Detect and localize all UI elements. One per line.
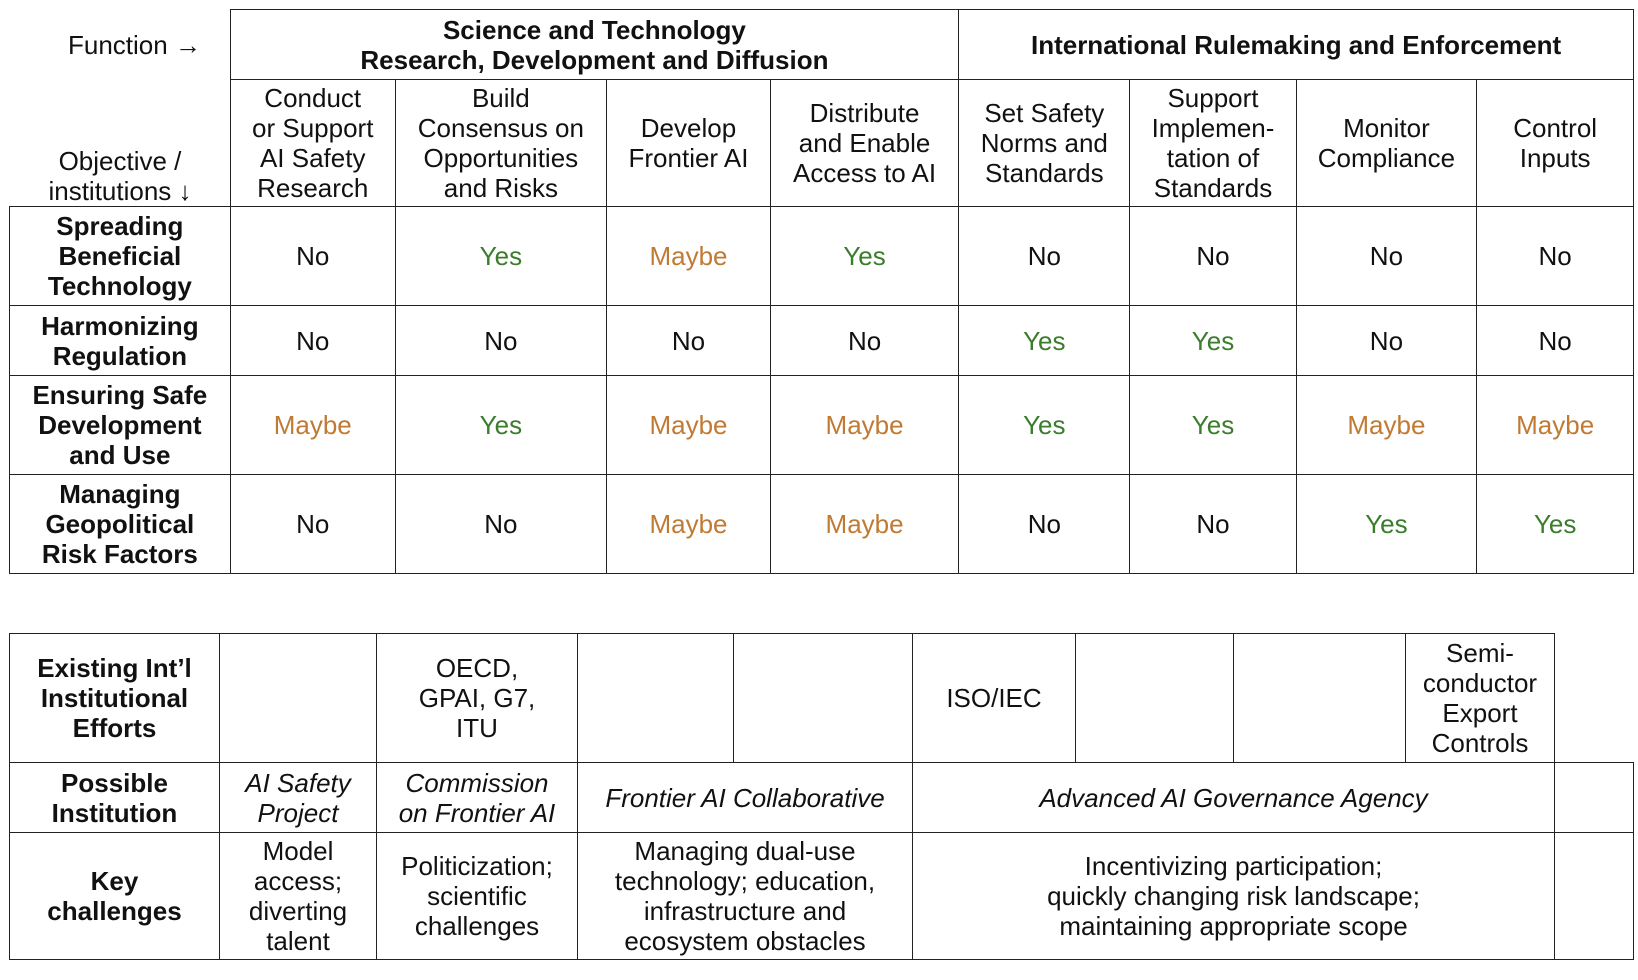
matrix-corner: [10, 10, 231, 207]
matrix-cell: No: [230, 207, 395, 306]
row-header: Harmonizing Regulation: [10, 306, 231, 376]
matrix-cell: Yes: [395, 376, 606, 475]
matrix-cell: Yes: [1477, 475, 1634, 574]
existing-effort-cell: OECD, GPAI, G7, ITU: [377, 634, 578, 763]
existing-effort-cell: [578, 634, 734, 763]
challenge-cell: Model access; diverting talent: [220, 833, 377, 960]
group-header-science: Science and Technology Research, Development and Diffusion: [230, 10, 958, 80]
column-header: Monitor Compliance: [1296, 80, 1477, 207]
matrix-cell: Yes: [770, 207, 958, 306]
table-row: [10, 207, 1634, 306]
existing-effort-cell: [220, 634, 377, 763]
matrix-cell: No: [1130, 475, 1296, 574]
matrix-cell: Maybe: [770, 475, 958, 574]
row-header: Spreading Beneficial Technology: [10, 207, 231, 306]
existing-effort-cell: [1076, 634, 1234, 763]
table-row: [10, 306, 1634, 376]
matrix-cell: Yes: [1130, 376, 1296, 475]
possible-institution-cell: Commission on Frontier AI: [377, 763, 578, 833]
matrix-cell: No: [1130, 207, 1296, 306]
row-header: Key challenges: [10, 833, 220, 960]
matrix-cell: Maybe: [230, 376, 395, 475]
matrix-cell: No: [230, 306, 395, 376]
matrix-cell: No: [1477, 207, 1634, 306]
matrix-cell: Yes: [1130, 306, 1296, 376]
matrix-cell: No: [959, 475, 1130, 574]
row-header: Managing Geopolitical Risk Factors: [10, 475, 231, 574]
row-header: Possible Institution: [10, 763, 220, 833]
matrix-cell: No: [1477, 306, 1634, 376]
matrix-cell: Maybe: [1477, 376, 1634, 475]
column-header: Develop Frontier AI: [607, 80, 771, 207]
objective-axis-label: Objective / institutions ↓: [48, 146, 192, 206]
possible-institution-cell: AI Safety Project: [220, 763, 377, 833]
row-header: Existing Int’l Institutional Efforts: [10, 634, 220, 763]
matrix-cell: Maybe: [607, 207, 771, 306]
function-axis-label: Function →: [68, 30, 201, 60]
existing-effort-cell: Semi- conductor Export Controls: [1406, 634, 1555, 763]
matrix-cell: No: [395, 475, 606, 574]
function-objective-matrix: [9, 9, 1634, 574]
matrix-cell: No: [1296, 207, 1477, 306]
column-header: Support Implemen- tation of Standards: [1130, 80, 1296, 207]
matrix-cell: Maybe: [607, 376, 771, 475]
table-row: [10, 833, 1634, 960]
institutions-table: [9, 633, 1634, 960]
possible-institution-cell: Advanced AI Governance Agency: [913, 763, 1555, 833]
matrix-cell: No: [607, 306, 771, 376]
matrix-cell: Yes: [959, 306, 1130, 376]
existing-effort-cell: ISO/IEC: [913, 634, 1076, 763]
matrix-cell: Maybe: [770, 376, 958, 475]
column-header: Set Safety Norms and Standards: [959, 80, 1130, 207]
possible-institution-cell: [1555, 763, 1634, 833]
table-row: [10, 763, 1634, 833]
matrix-cell: No: [959, 207, 1130, 306]
challenge-cell: Incentivizing participation; quickly changing risk landscape; maintaining appropriate scope: [913, 833, 1555, 960]
column-header: Conduct or Support AI Safety Research: [230, 80, 395, 207]
matrix-cell: Maybe: [607, 475, 771, 574]
challenge-cell: Politicization; scientific challenges: [377, 833, 578, 960]
row-header: Ensuring Safe Development and Use: [10, 376, 231, 475]
matrix-cell: No: [395, 306, 606, 376]
group-header-rulemaking: International Rulemaking and Enforcement: [959, 10, 1634, 80]
matrix-cell: No: [230, 475, 395, 574]
matrix-cell: Yes: [1296, 475, 1477, 574]
matrix-cell: Yes: [959, 376, 1130, 475]
table-row: [10, 634, 1634, 763]
matrix-cell: No: [770, 306, 958, 376]
column-header: Control Inputs: [1477, 80, 1634, 207]
possible-institution-cell: Frontier AI Collaborative: [578, 763, 913, 833]
table-row: [10, 475, 1634, 574]
matrix-cell: Yes: [395, 207, 606, 306]
challenge-cell: [1555, 833, 1634, 960]
column-header: Distribute and Enable Access to AI: [770, 80, 958, 207]
existing-effort-cell: [1234, 634, 1406, 763]
table-row: [10, 376, 1634, 475]
matrix-cell: Maybe: [1296, 376, 1477, 475]
challenge-cell: Managing dual-use technology; education, infrastructure and ecosystem obstacles: [578, 833, 913, 960]
column-header: Build Consensus on Opportunities and Risks: [395, 80, 606, 207]
existing-effort-cell: [734, 634, 913, 763]
matrix-cell: No: [1296, 306, 1477, 376]
